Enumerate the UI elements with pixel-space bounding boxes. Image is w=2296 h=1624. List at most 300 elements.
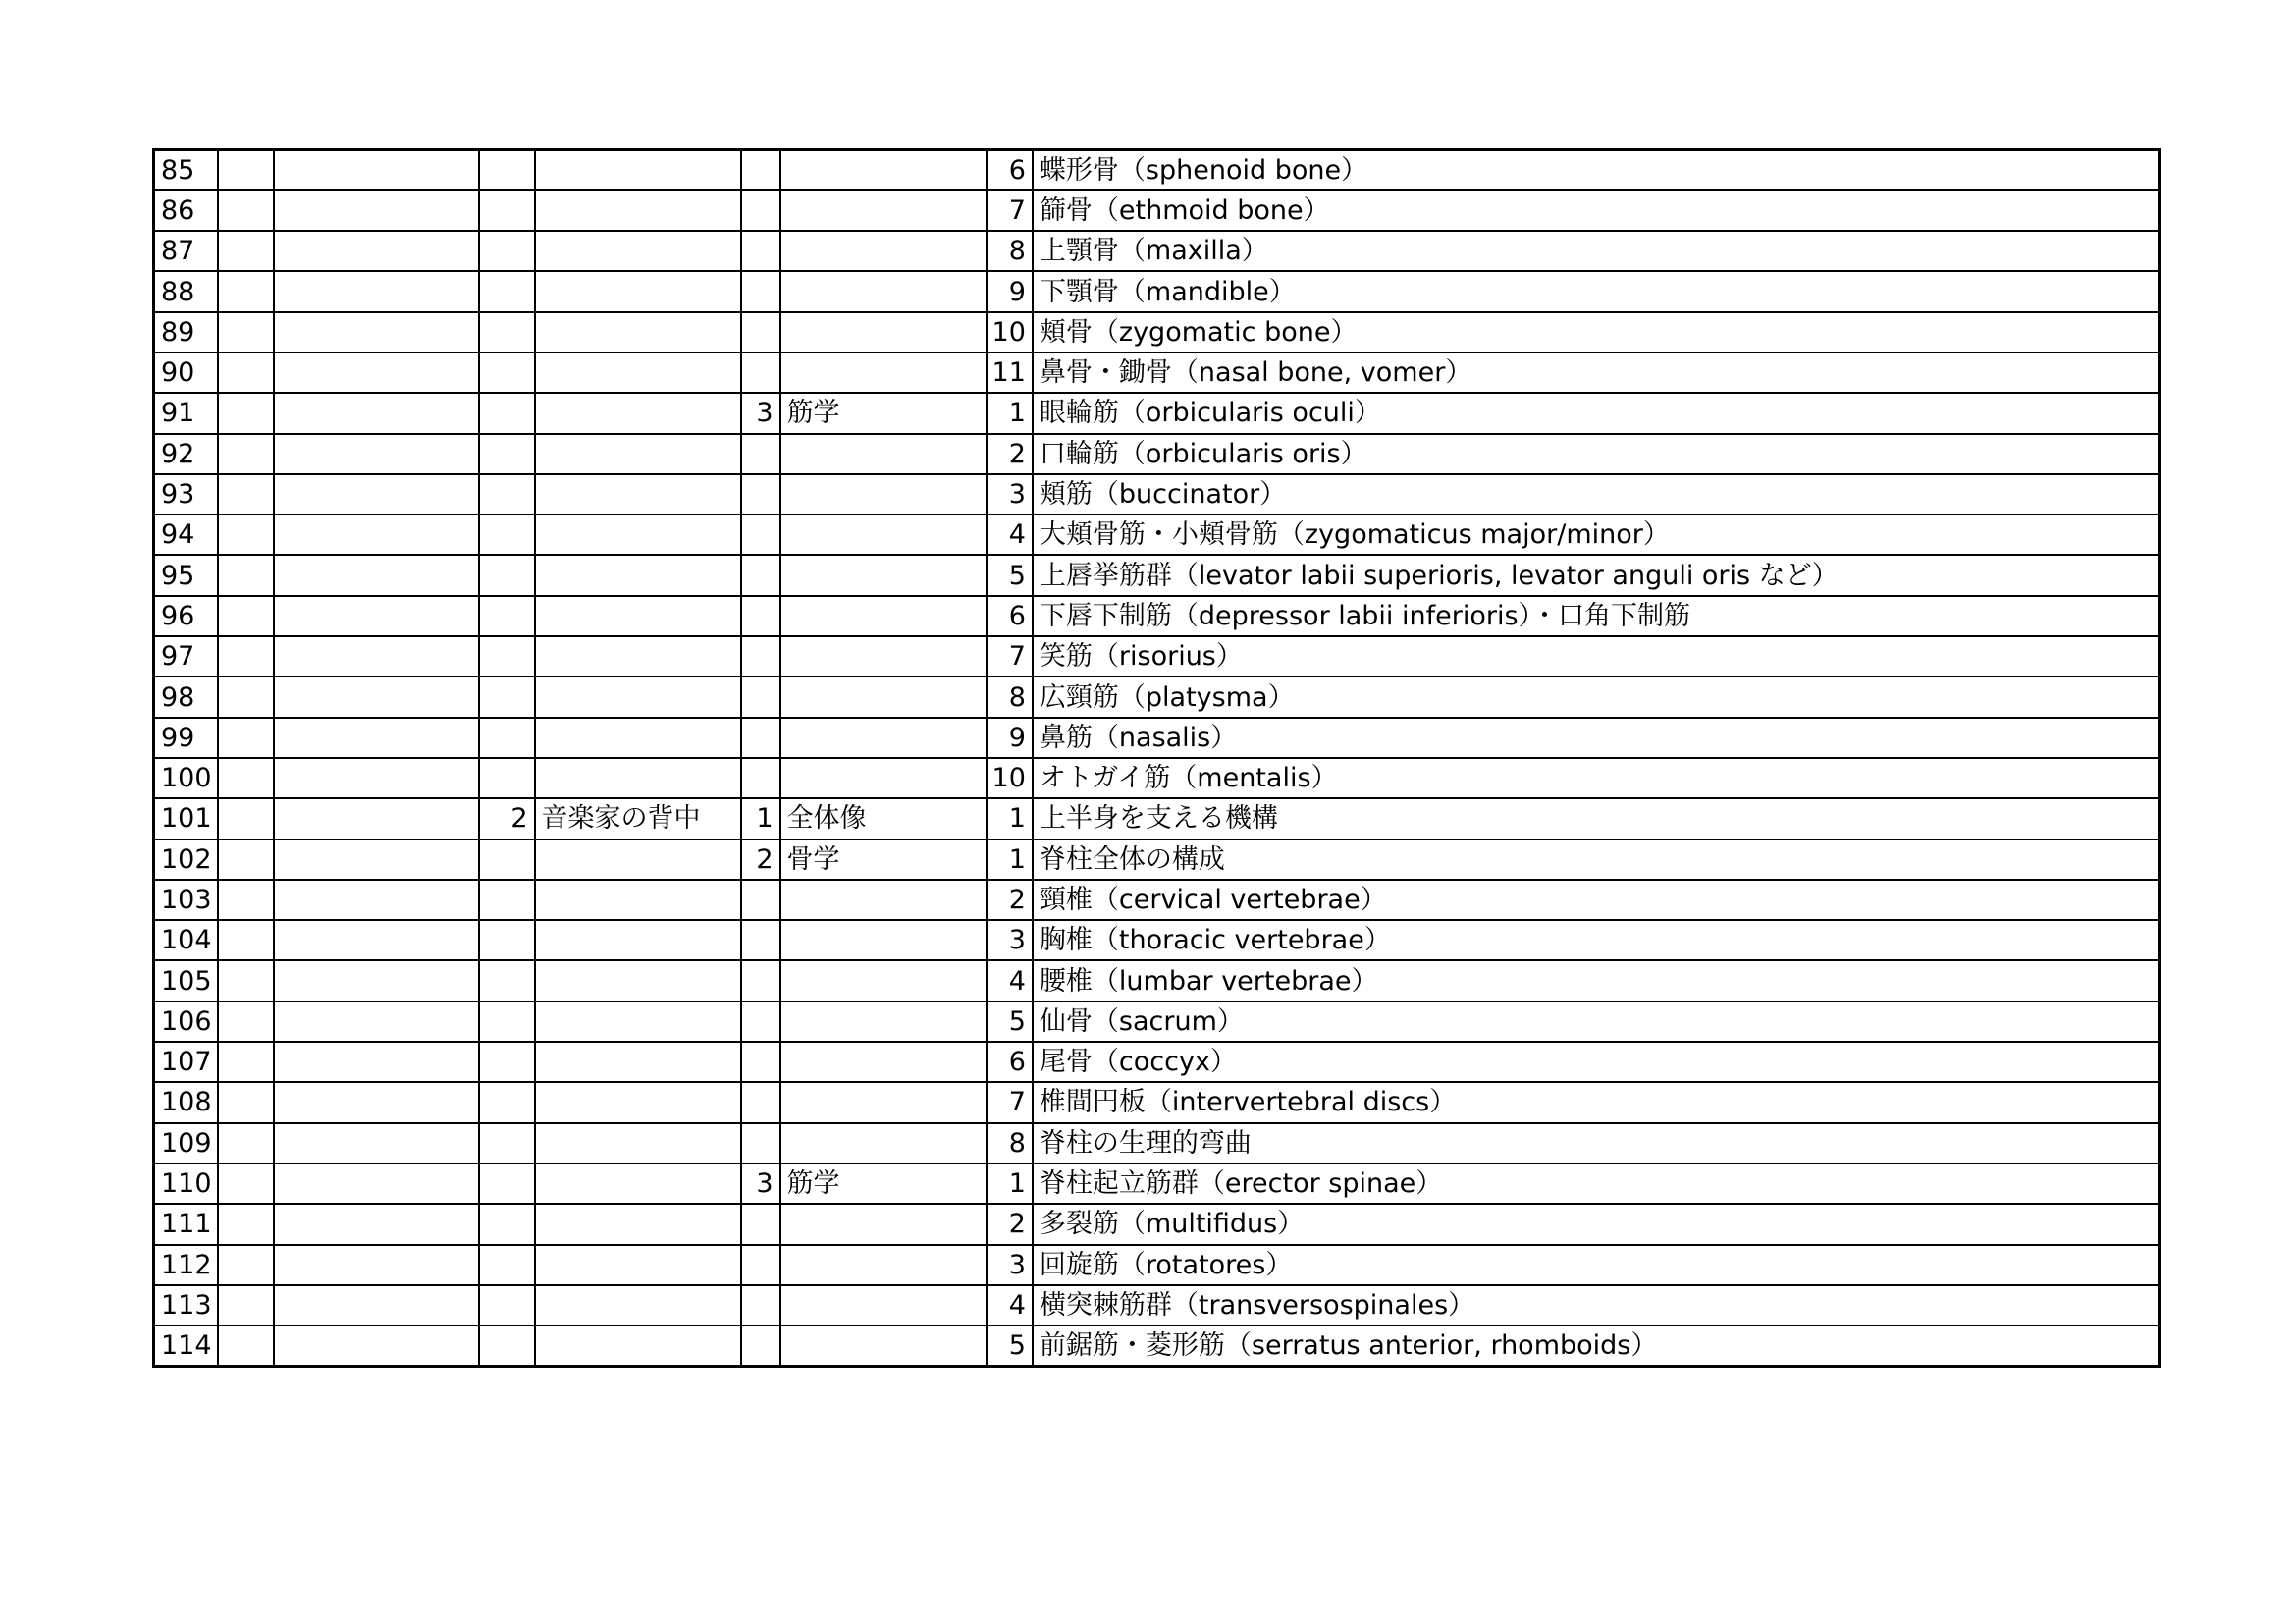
level1-title-cell bbox=[274, 555, 479, 595]
item-title-cell: 前鋸筋・菱形筋（serratus anterior, rhomboids） bbox=[1033, 1326, 2160, 1366]
level2-title-cell bbox=[535, 555, 741, 595]
level2-number-cell bbox=[479, 920, 535, 960]
level2-number-cell bbox=[479, 1326, 535, 1366]
level3-title-cell: 全体像 bbox=[780, 798, 987, 839]
table-row bbox=[154, 393, 2160, 433]
item-number-cell: 4 bbox=[987, 1285, 1033, 1326]
level1-number-cell bbox=[218, 677, 274, 717]
table-row bbox=[154, 839, 2160, 880]
table-row bbox=[154, 758, 2160, 798]
level1-title-cell bbox=[274, 1164, 479, 1204]
row-number-cell: 88 bbox=[154, 271, 218, 311]
level2-number-cell bbox=[479, 514, 535, 555]
level1-number-cell bbox=[218, 1326, 274, 1366]
level1-number-cell bbox=[218, 596, 274, 636]
item-number-cell: 3 bbox=[987, 920, 1033, 960]
item-title-cell: 椎間円板（intervertebral discs） bbox=[1033, 1082, 2160, 1122]
level1-title-cell bbox=[274, 960, 479, 1001]
item-title-cell: 鼻筋（nasalis） bbox=[1033, 718, 2160, 758]
level3-number-cell bbox=[741, 352, 780, 393]
item-title-cell: 頬筋（buccinator） bbox=[1033, 474, 2160, 514]
table-row bbox=[154, 798, 2160, 839]
level2-title-cell bbox=[535, 677, 741, 717]
level3-number-cell bbox=[741, 880, 780, 920]
table-row bbox=[154, 352, 2160, 393]
level3-title-cell bbox=[780, 271, 987, 311]
item-title-cell: 胸椎（thoracic vertebrae） bbox=[1033, 920, 2160, 960]
level3-number-cell bbox=[741, 555, 780, 595]
table-row bbox=[154, 596, 2160, 636]
item-title-cell: オトガイ筋（mentalis） bbox=[1033, 758, 2160, 798]
item-number-cell: 3 bbox=[987, 1245, 1033, 1285]
level2-number-cell bbox=[479, 150, 535, 190]
level3-number-cell bbox=[741, 1123, 780, 1164]
row-number-cell: 89 bbox=[154, 312, 218, 352]
outline-table bbox=[152, 148, 2161, 1368]
level3-number-cell bbox=[741, 150, 780, 190]
level1-title-cell bbox=[274, 596, 479, 636]
level3-title-cell bbox=[780, 555, 987, 595]
item-number-cell: 9 bbox=[987, 271, 1033, 311]
level3-number-cell bbox=[741, 677, 780, 717]
level3-number-cell: 2 bbox=[741, 839, 780, 880]
level2-number-cell bbox=[479, 231, 535, 271]
level3-title-cell bbox=[780, 1042, 987, 1082]
item-number-cell: 11 bbox=[987, 352, 1033, 393]
level3-title-cell bbox=[780, 434, 987, 474]
table-row bbox=[154, 1123, 2160, 1164]
level1-title-cell bbox=[274, 636, 479, 677]
item-number-cell: 7 bbox=[987, 1082, 1033, 1122]
row-number-cell: 113 bbox=[154, 1285, 218, 1326]
item-title-cell: 蝶形骨（sphenoid bone） bbox=[1033, 150, 2160, 190]
item-title-cell: 鼻骨・鋤骨（nasal bone, vomer） bbox=[1033, 352, 2160, 393]
level1-title-cell bbox=[274, 1245, 479, 1285]
item-title-cell: 仙骨（sacrum） bbox=[1033, 1001, 2160, 1042]
level1-title-cell bbox=[274, 352, 479, 393]
level2-title-cell bbox=[535, 514, 741, 555]
level2-number-cell bbox=[479, 1082, 535, 1122]
table-row bbox=[154, 1326, 2160, 1366]
level1-title-cell bbox=[274, 677, 479, 717]
level3-number-cell bbox=[741, 271, 780, 311]
level2-number-cell bbox=[479, 474, 535, 514]
table-row bbox=[154, 636, 2160, 677]
level2-number-cell bbox=[479, 1285, 535, 1326]
item-title-cell: 頬骨（zygomatic bone） bbox=[1033, 312, 2160, 352]
level1-number-cell bbox=[218, 1042, 274, 1082]
row-number-cell: 90 bbox=[154, 352, 218, 393]
level2-title-cell bbox=[535, 1123, 741, 1164]
table-row bbox=[154, 960, 2160, 1001]
level3-number-cell bbox=[741, 1245, 780, 1285]
level1-number-cell bbox=[218, 474, 274, 514]
level3-number-cell bbox=[741, 1285, 780, 1326]
level2-title-cell bbox=[535, 718, 741, 758]
level1-title-cell bbox=[274, 1042, 479, 1082]
level2-title-cell bbox=[535, 636, 741, 677]
level2-title-cell bbox=[535, 839, 741, 880]
item-number-cell: 9 bbox=[987, 718, 1033, 758]
item-title-cell: 多裂筋（multifidus） bbox=[1033, 1204, 2160, 1244]
table-row bbox=[154, 271, 2160, 311]
level3-title-cell bbox=[780, 190, 987, 231]
item-number-cell: 8 bbox=[987, 231, 1033, 271]
level3-number-cell: 3 bbox=[741, 1164, 780, 1204]
level3-title-cell bbox=[780, 1285, 987, 1326]
level1-number-cell bbox=[218, 393, 274, 433]
level2-title-cell bbox=[535, 231, 741, 271]
level1-title-cell bbox=[274, 1326, 479, 1366]
level1-title-cell bbox=[274, 474, 479, 514]
level1-title-cell bbox=[274, 798, 479, 839]
level1-title-cell bbox=[274, 231, 479, 271]
table-row bbox=[154, 190, 2160, 231]
level2-number-cell bbox=[479, 758, 535, 798]
table-row bbox=[154, 555, 2160, 595]
item-title-cell: 脊柱の生理的弯曲 bbox=[1033, 1123, 2160, 1164]
level3-number-cell bbox=[741, 190, 780, 231]
table-row bbox=[154, 231, 2160, 271]
level1-title-cell bbox=[274, 1001, 479, 1042]
level1-number-cell bbox=[218, 1285, 274, 1326]
level2-title-cell bbox=[535, 393, 741, 433]
level3-number-cell bbox=[741, 1082, 780, 1122]
level1-title-cell bbox=[274, 1082, 479, 1122]
item-title-cell: 下唇下制筋（depressor labii inferioris）・口角下制筋 bbox=[1033, 596, 2160, 636]
level2-title-cell bbox=[535, 758, 741, 798]
item-title-cell: 頸椎（cervical vertebrae） bbox=[1033, 880, 2160, 920]
row-number-cell: 86 bbox=[154, 190, 218, 231]
level3-title-cell bbox=[780, 880, 987, 920]
level1-number-cell bbox=[218, 190, 274, 231]
level2-title-cell bbox=[535, 960, 741, 1001]
level3-number-cell bbox=[741, 312, 780, 352]
item-title-cell: 上半身を支える機構 bbox=[1033, 798, 2160, 839]
item-number-cell: 1 bbox=[987, 798, 1033, 839]
level2-number-cell bbox=[479, 271, 535, 311]
level3-number-cell bbox=[741, 758, 780, 798]
table-row bbox=[154, 514, 2160, 555]
item-title-cell: 広頸筋（platysma） bbox=[1033, 677, 2160, 717]
level1-number-cell bbox=[218, 434, 274, 474]
table-row bbox=[154, 434, 2160, 474]
table-row bbox=[154, 920, 2160, 960]
row-number-cell: 106 bbox=[154, 1001, 218, 1042]
level3-number-cell bbox=[741, 434, 780, 474]
table-row bbox=[154, 880, 2160, 920]
level2-title-cell bbox=[535, 434, 741, 474]
level3-title-cell bbox=[780, 718, 987, 758]
level2-title-cell bbox=[535, 1164, 741, 1204]
level2-number-cell bbox=[479, 596, 535, 636]
level2-number-cell bbox=[479, 393, 535, 433]
level3-title-cell bbox=[780, 920, 987, 960]
level2-number-cell bbox=[479, 312, 535, 352]
level2-number-cell bbox=[479, 839, 535, 880]
item-number-cell: 2 bbox=[987, 880, 1033, 920]
item-number-cell: 7 bbox=[987, 190, 1033, 231]
level2-title-cell bbox=[535, 352, 741, 393]
level1-number-cell bbox=[218, 555, 274, 595]
level1-number-cell bbox=[218, 636, 274, 677]
item-title-cell: 上唇挙筋群（levator labii superioris, levator anguli oris など） bbox=[1033, 555, 2160, 595]
item-number-cell: 6 bbox=[987, 596, 1033, 636]
level1-number-cell bbox=[218, 271, 274, 311]
level1-number-cell bbox=[218, 352, 274, 393]
item-number-cell: 10 bbox=[987, 312, 1033, 352]
item-number-cell: 10 bbox=[987, 758, 1033, 798]
level2-number-cell bbox=[479, 1245, 535, 1285]
row-number-cell: 102 bbox=[154, 839, 218, 880]
level3-number-cell: 1 bbox=[741, 798, 780, 839]
level3-number-cell bbox=[741, 231, 780, 271]
row-number-cell: 92 bbox=[154, 434, 218, 474]
item-number-cell: 5 bbox=[987, 555, 1033, 595]
level1-number-cell bbox=[218, 1204, 274, 1244]
level2-title-cell bbox=[535, 312, 741, 352]
table-row bbox=[154, 1245, 2160, 1285]
level2-number-cell bbox=[479, 190, 535, 231]
level2-title-cell bbox=[535, 1042, 741, 1082]
item-title-cell: 回旋筋（rotatores） bbox=[1033, 1245, 2160, 1285]
level1-title-cell bbox=[274, 190, 479, 231]
level3-number-cell bbox=[741, 1204, 780, 1244]
row-number-cell: 103 bbox=[154, 880, 218, 920]
level3-title-cell: 筋学 bbox=[780, 393, 987, 433]
row-number-cell: 105 bbox=[154, 960, 218, 1001]
level2-number-cell bbox=[479, 677, 535, 717]
row-number-cell: 114 bbox=[154, 1326, 218, 1366]
row-number-cell: 94 bbox=[154, 514, 218, 555]
level2-title-cell bbox=[535, 1285, 741, 1326]
level2-number-cell bbox=[479, 1042, 535, 1082]
level1-title-cell bbox=[274, 880, 479, 920]
item-number-cell: 1 bbox=[987, 393, 1033, 433]
level1-title-cell bbox=[274, 839, 479, 880]
row-number-cell: 85 bbox=[154, 150, 218, 190]
level3-number-cell bbox=[741, 636, 780, 677]
row-number-cell: 100 bbox=[154, 758, 218, 798]
level1-title-cell bbox=[274, 271, 479, 311]
item-title-cell: 篩骨（ethmoid bone） bbox=[1033, 190, 2160, 231]
level2-number-cell bbox=[479, 960, 535, 1001]
item-number-cell: 5 bbox=[987, 1001, 1033, 1042]
item-title-cell: 眼輪筋（orbicularis oculi） bbox=[1033, 393, 2160, 433]
item-number-cell: 2 bbox=[987, 1204, 1033, 1244]
level3-title-cell bbox=[780, 231, 987, 271]
row-number-cell: 108 bbox=[154, 1082, 218, 1122]
level1-title-cell bbox=[274, 514, 479, 555]
level2-number-cell bbox=[479, 434, 535, 474]
level1-number-cell bbox=[218, 1164, 274, 1204]
row-number-cell: 107 bbox=[154, 1042, 218, 1082]
level2-title-cell bbox=[535, 920, 741, 960]
level1-number-cell bbox=[218, 1245, 274, 1285]
level1-number-cell bbox=[218, 1001, 274, 1042]
item-title-cell: 上顎骨（maxilla） bbox=[1033, 231, 2160, 271]
item-number-cell: 7 bbox=[987, 636, 1033, 677]
row-number-cell: 110 bbox=[154, 1164, 218, 1204]
level3-title-cell bbox=[780, 1001, 987, 1042]
item-title-cell: 脊柱全体の構成 bbox=[1033, 839, 2160, 880]
level1-title-cell bbox=[274, 1123, 479, 1164]
level2-title-cell bbox=[535, 1001, 741, 1042]
table-row bbox=[154, 718, 2160, 758]
level3-title-cell bbox=[780, 150, 987, 190]
level2-title-cell bbox=[535, 1245, 741, 1285]
level3-title-cell bbox=[780, 312, 987, 352]
level2-title-cell bbox=[535, 474, 741, 514]
item-title-cell: 脊柱起立筋群（erector spinae） bbox=[1033, 1164, 2160, 1204]
level1-number-cell bbox=[218, 231, 274, 271]
table-row bbox=[154, 677, 2160, 717]
level3-number-cell bbox=[741, 718, 780, 758]
level2-title-cell bbox=[535, 596, 741, 636]
level2-title-cell bbox=[535, 880, 741, 920]
level3-title-cell bbox=[780, 758, 987, 798]
level2-number-cell bbox=[479, 1123, 535, 1164]
level3-title-cell bbox=[780, 352, 987, 393]
row-number-cell: 95 bbox=[154, 555, 218, 595]
level1-number-cell bbox=[218, 1123, 274, 1164]
level3-number-cell bbox=[741, 920, 780, 960]
level1-number-cell bbox=[218, 839, 274, 880]
level2-title-cell bbox=[535, 1082, 741, 1122]
level3-title-cell: 筋学 bbox=[780, 1164, 987, 1204]
table-row bbox=[154, 1082, 2160, 1122]
item-number-cell: 4 bbox=[987, 960, 1033, 1001]
item-title-cell: 尾骨（coccyx） bbox=[1033, 1042, 2160, 1082]
row-number-cell: 87 bbox=[154, 231, 218, 271]
item-title-cell: 腰椎（lumbar vertebrae） bbox=[1033, 960, 2160, 1001]
level2-title-cell bbox=[535, 150, 741, 190]
row-number-cell: 109 bbox=[154, 1123, 218, 1164]
level2-title-cell: 音楽家の背中 bbox=[535, 798, 741, 839]
level1-number-cell bbox=[218, 1082, 274, 1122]
item-number-cell: 8 bbox=[987, 1123, 1033, 1164]
level2-number-cell bbox=[479, 1001, 535, 1042]
item-title-cell: 下顎骨（mandible） bbox=[1033, 271, 2160, 311]
level1-title-cell bbox=[274, 758, 479, 798]
item-number-cell: 5 bbox=[987, 1326, 1033, 1366]
level1-number-cell bbox=[218, 798, 274, 839]
table-row bbox=[154, 1204, 2160, 1244]
row-number-cell: 91 bbox=[154, 393, 218, 433]
level1-title-cell bbox=[274, 393, 479, 433]
level2-number-cell bbox=[479, 1204, 535, 1244]
level1-number-cell bbox=[218, 150, 274, 190]
row-number-cell: 112 bbox=[154, 1245, 218, 1285]
level2-number-cell: 2 bbox=[479, 798, 535, 839]
level3-title-cell bbox=[780, 1326, 987, 1366]
level3-number-cell: 3 bbox=[741, 393, 780, 433]
level3-number-cell bbox=[741, 960, 780, 1001]
level1-number-cell bbox=[218, 718, 274, 758]
level3-number-cell bbox=[741, 474, 780, 514]
row-number-cell: 96 bbox=[154, 596, 218, 636]
level3-title-cell bbox=[780, 514, 987, 555]
level2-title-cell bbox=[535, 271, 741, 311]
level2-number-cell bbox=[479, 718, 535, 758]
level2-number-cell bbox=[479, 555, 535, 595]
level3-number-cell bbox=[741, 1042, 780, 1082]
table-row bbox=[154, 150, 2160, 190]
level2-number-cell bbox=[479, 1164, 535, 1204]
item-number-cell: 4 bbox=[987, 514, 1033, 555]
item-number-cell: 2 bbox=[987, 434, 1033, 474]
level1-number-cell bbox=[218, 920, 274, 960]
level2-title-cell bbox=[535, 190, 741, 231]
row-number-cell: 101 bbox=[154, 798, 218, 839]
table-body bbox=[154, 150, 2160, 1367]
item-number-cell: 8 bbox=[987, 677, 1033, 717]
level3-title-cell bbox=[780, 1245, 987, 1285]
level2-title-cell bbox=[535, 1204, 741, 1244]
level3-title-cell bbox=[780, 1204, 987, 1244]
level1-number-cell bbox=[218, 960, 274, 1001]
item-title-cell: 横突棘筋群（transversospinales） bbox=[1033, 1285, 2160, 1326]
row-number-cell: 97 bbox=[154, 636, 218, 677]
level3-number-cell bbox=[741, 596, 780, 636]
level1-number-cell bbox=[218, 312, 274, 352]
item-number-cell: 1 bbox=[987, 1164, 1033, 1204]
level1-title-cell bbox=[274, 1285, 479, 1326]
item-number-cell: 6 bbox=[987, 1042, 1033, 1082]
table-row bbox=[154, 1042, 2160, 1082]
table-row bbox=[154, 474, 2160, 514]
item-number-cell: 1 bbox=[987, 839, 1033, 880]
row-number-cell: 99 bbox=[154, 718, 218, 758]
item-number-cell: 6 bbox=[987, 150, 1033, 190]
level1-title-cell bbox=[274, 1204, 479, 1244]
level2-number-cell bbox=[479, 880, 535, 920]
level3-number-cell bbox=[741, 1326, 780, 1366]
table-row bbox=[154, 312, 2160, 352]
level2-title-cell bbox=[535, 1326, 741, 1366]
item-title-cell: 大頬骨筋・小頬骨筋（zygomaticus major/minor） bbox=[1033, 514, 2160, 555]
level3-title-cell bbox=[780, 474, 987, 514]
level3-title-cell bbox=[780, 960, 987, 1001]
level1-title-cell bbox=[274, 920, 479, 960]
level1-title-cell bbox=[274, 312, 479, 352]
level1-title-cell bbox=[274, 434, 479, 474]
level1-title-cell bbox=[274, 150, 479, 190]
level3-title-cell bbox=[780, 677, 987, 717]
row-number-cell: 98 bbox=[154, 677, 218, 717]
item-number-cell: 3 bbox=[987, 474, 1033, 514]
level1-number-cell bbox=[218, 514, 274, 555]
level2-number-cell bbox=[479, 636, 535, 677]
level3-title-cell bbox=[780, 1123, 987, 1164]
item-title-cell: 口輪筋（orbicularis oris） bbox=[1033, 434, 2160, 474]
level1-number-cell bbox=[218, 758, 274, 798]
row-number-cell: 104 bbox=[154, 920, 218, 960]
item-title-cell: 笑筋（risorius） bbox=[1033, 636, 2160, 677]
table-row bbox=[154, 1164, 2160, 1204]
level3-title-cell bbox=[780, 1082, 987, 1122]
table-row bbox=[154, 1001, 2160, 1042]
level2-number-cell bbox=[479, 352, 535, 393]
level3-number-cell bbox=[741, 1001, 780, 1042]
level1-number-cell bbox=[218, 880, 274, 920]
table-row bbox=[154, 1285, 2160, 1326]
level3-number-cell bbox=[741, 514, 780, 555]
level1-title-cell bbox=[274, 718, 479, 758]
row-number-cell: 93 bbox=[154, 474, 218, 514]
level3-title-cell bbox=[780, 636, 987, 677]
row-number-cell: 111 bbox=[154, 1204, 218, 1244]
